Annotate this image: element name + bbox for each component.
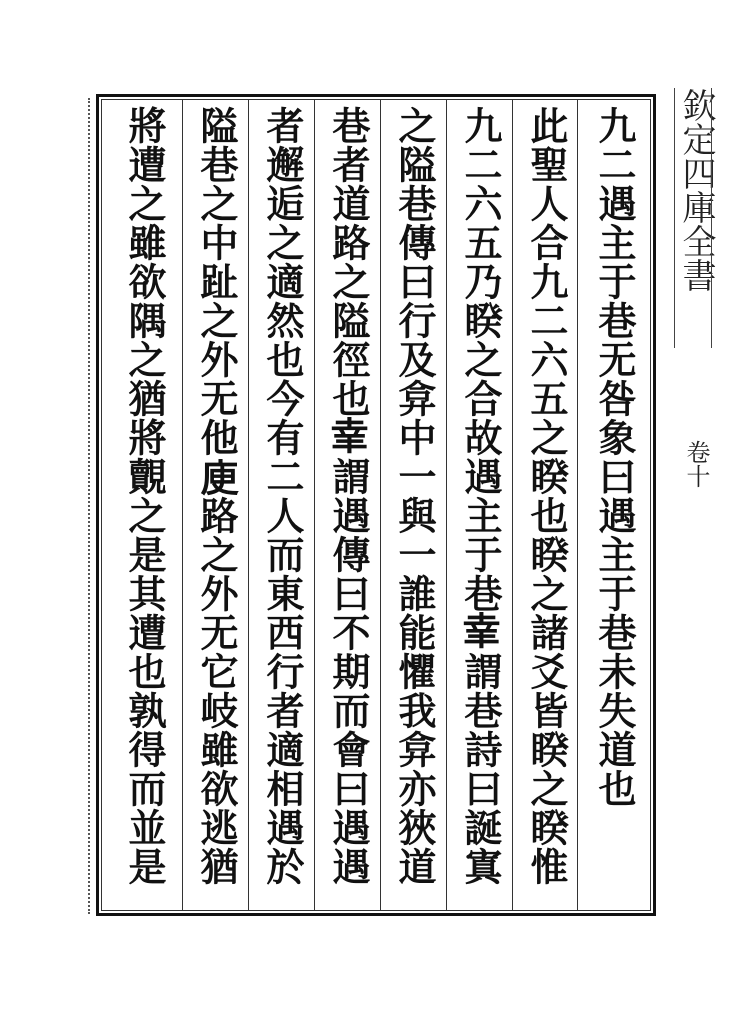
text-column-7: 隘巷之中趾之外无他𢈔路之外无它岐雖欲逃猶 bbox=[194, 106, 239, 886]
column-rule bbox=[182, 99, 183, 911]
column-rule bbox=[512, 99, 513, 911]
text-column-1: 九二遇主于巷无咎象曰遇主于巷未失道也 bbox=[592, 106, 637, 808]
text-column-2: 此聖人合九二六五之睽也睽之諸爻皆睽之睽惟 bbox=[524, 106, 569, 886]
column-rule bbox=[248, 99, 249, 911]
column-rule bbox=[314, 99, 315, 911]
text-column-4: 之隘巷傳曰行及弇中一與一誰能懼我弇亦狹道 bbox=[392, 106, 437, 886]
column-rule bbox=[446, 99, 447, 911]
binding-edge bbox=[88, 98, 96, 914]
column-rule bbox=[380, 99, 381, 911]
text-column-3: 九二六五乃睽之合故遇主于巷𦍒謂巷詩曰誕寘 bbox=[458, 106, 503, 886]
text-column-5: 巷者道路之隘徑也𦍒謂遇傳曰不期而會曰遇遇 bbox=[326, 106, 371, 886]
margin-juan-label: 卷十 bbox=[682, 440, 710, 488]
text-column-6: 者邂逅之適然也今有二人而東西行者適相遇於 bbox=[260, 106, 305, 886]
margin-book-title: 欽定四庫全書 bbox=[668, 88, 718, 348]
text-column-8: 將遭之雖欲隅之猶將覿之是其遭也孰得而並是 bbox=[122, 106, 167, 886]
column-rule bbox=[577, 99, 578, 911]
